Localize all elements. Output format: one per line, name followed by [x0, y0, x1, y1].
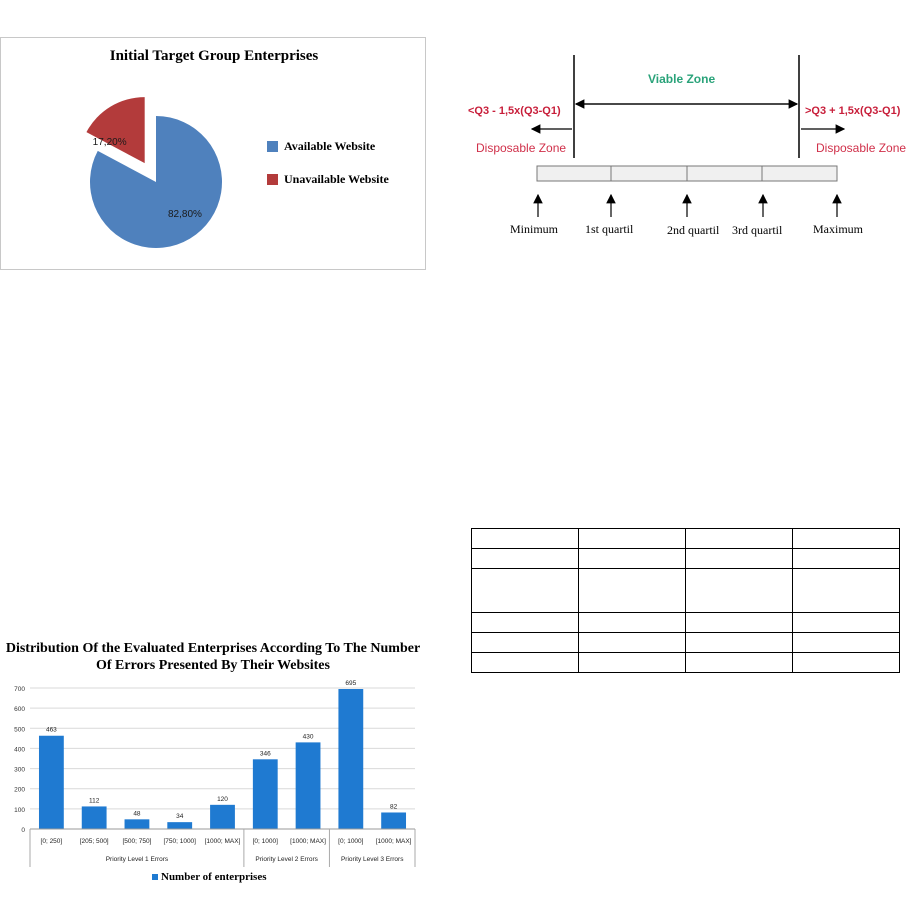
table-cell	[579, 653, 686, 673]
table-row	[472, 613, 900, 633]
table-cell	[686, 653, 793, 673]
bar-chart-figure	[0, 632, 426, 887]
table-row	[472, 549, 900, 569]
pie-label-unavailable: 17,20%	[92, 137, 127, 149]
bar	[82, 806, 107, 829]
pie-label-available: 82,80%	[168, 209, 202, 220]
table-cell	[472, 529, 579, 549]
table-cell	[579, 569, 686, 613]
minimum-label: Minimum	[510, 222, 559, 236]
table-cell	[793, 653, 900, 673]
bar	[167, 822, 192, 829]
bar	[338, 689, 363, 829]
q2-label: 2nd quartil	[667, 223, 720, 237]
y-tick-label: 300	[14, 766, 25, 774]
table-cell	[579, 613, 686, 633]
table-cell	[579, 549, 686, 569]
x-tick-label: [0; 1000]	[338, 838, 364, 845]
bar	[296, 742, 321, 829]
table-row	[472, 529, 900, 549]
x-tick-label: [1000; MAX]	[290, 838, 326, 845]
y-tick-label: 700	[14, 686, 25, 693]
legend-swatch-unavailable	[267, 174, 278, 185]
bar-value-label: 34	[176, 813, 184, 821]
group-label: Priority Level 2 Errors	[255, 856, 318, 863]
x-tick-label: [205; 500]	[79, 838, 109, 845]
table-cell	[472, 549, 579, 569]
table-cell	[686, 613, 793, 633]
bar-value-label: 346	[259, 750, 271, 758]
legend-label-unavailable: Unavailable Website	[284, 172, 389, 186]
bar-value-label: 430	[302, 733, 314, 741]
disposable-zone-right-label: Disposable Zone	[816, 141, 907, 155]
table-cell	[793, 569, 900, 613]
lower-fence-label: <Q3 - 1,5x(Q3-Q1)	[468, 105, 561, 117]
bar-value-label: 463	[45, 726, 57, 734]
legend-swatch-enterprises	[152, 874, 158, 880]
y-tick-label: 200	[14, 786, 25, 794]
bar	[210, 805, 235, 829]
table-cell	[472, 633, 579, 653]
table-cell	[472, 613, 579, 633]
legend-item-available	[267, 139, 375, 154]
table-cell	[793, 549, 900, 569]
group-label: Priority Level 3 Errors	[340, 856, 404, 863]
table-cell	[686, 569, 793, 613]
legend-label-available: Available Website	[284, 139, 376, 153]
viable-zone-label: Viable Zone	[648, 72, 716, 86]
bar-value-label: 48	[133, 810, 141, 818]
table-cell	[686, 633, 793, 653]
pie-chart-title: Initial Target Group Enterprises	[109, 48, 319, 64]
table-cell	[579, 529, 686, 549]
q3-label: 3rd quartil	[732, 223, 783, 237]
maximum-label: Maximum	[813, 222, 863, 236]
table-cell	[579, 633, 686, 653]
table-row	[472, 569, 900, 613]
x-tick-label: [1000; MAX]	[204, 838, 241, 845]
bar	[39, 736, 64, 829]
bar-chart-title: Distribution Of the Evaluated Enterprises According To The Number Of Errors Presented By Their Websites	[5, 641, 421, 673]
table-cell	[793, 613, 900, 633]
y-tick-label: 600	[14, 706, 25, 714]
x-tick-label: [0; 250]	[40, 838, 63, 845]
bar	[253, 759, 278, 829]
pie-chart-figure	[0, 37, 426, 270]
pie-slice-unavailable	[86, 97, 144, 163]
x-tick-label: [0; 1000]	[252, 838, 278, 845]
y-tick-label: 500	[14, 726, 25, 734]
pie-chart-svg	[1, 38, 427, 271]
bar	[125, 819, 150, 829]
y-tick-label: 100	[14, 806, 25, 814]
q1-label: 1st quartil	[585, 222, 634, 236]
bar	[381, 812, 406, 829]
table-cell	[793, 633, 900, 653]
table-cell	[686, 549, 793, 569]
y-tick-label: 0	[21, 827, 25, 834]
data-table	[471, 528, 900, 673]
x-tick-label: [750; 1000]	[163, 838, 196, 845]
x-tick-label: [500; 750]	[122, 838, 152, 845]
bar-value-label: 112	[88, 797, 100, 805]
bar-value-label: 695	[345, 680, 357, 688]
legend-swatch-available	[267, 141, 278, 152]
table-cell	[686, 529, 793, 549]
bar-value-label: 120	[217, 795, 228, 803]
group-label: Priority Level 1 Errors	[105, 856, 169, 863]
upper-fence-label: >Q3 + 1,5x(Q3-Q1)	[805, 105, 901, 117]
bar-value-label: 82	[389, 803, 398, 811]
table-cell	[793, 529, 900, 549]
table-cell	[472, 653, 579, 673]
legend-label-enterprises: Number of enterprises	[161, 871, 267, 883]
table-cell	[472, 569, 579, 613]
bar-chart-svg	[0, 632, 426, 887]
boxplot-diagram	[470, 45, 915, 255]
table-row	[472, 653, 900, 673]
disposable-zone-left-label: Disposable Zone	[476, 141, 567, 155]
y-tick-label: 400	[14, 746, 25, 754]
x-tick-label: [1000; MAX]	[375, 838, 412, 845]
table-row	[472, 633, 900, 653]
legend-item-unavailable	[267, 172, 389, 187]
